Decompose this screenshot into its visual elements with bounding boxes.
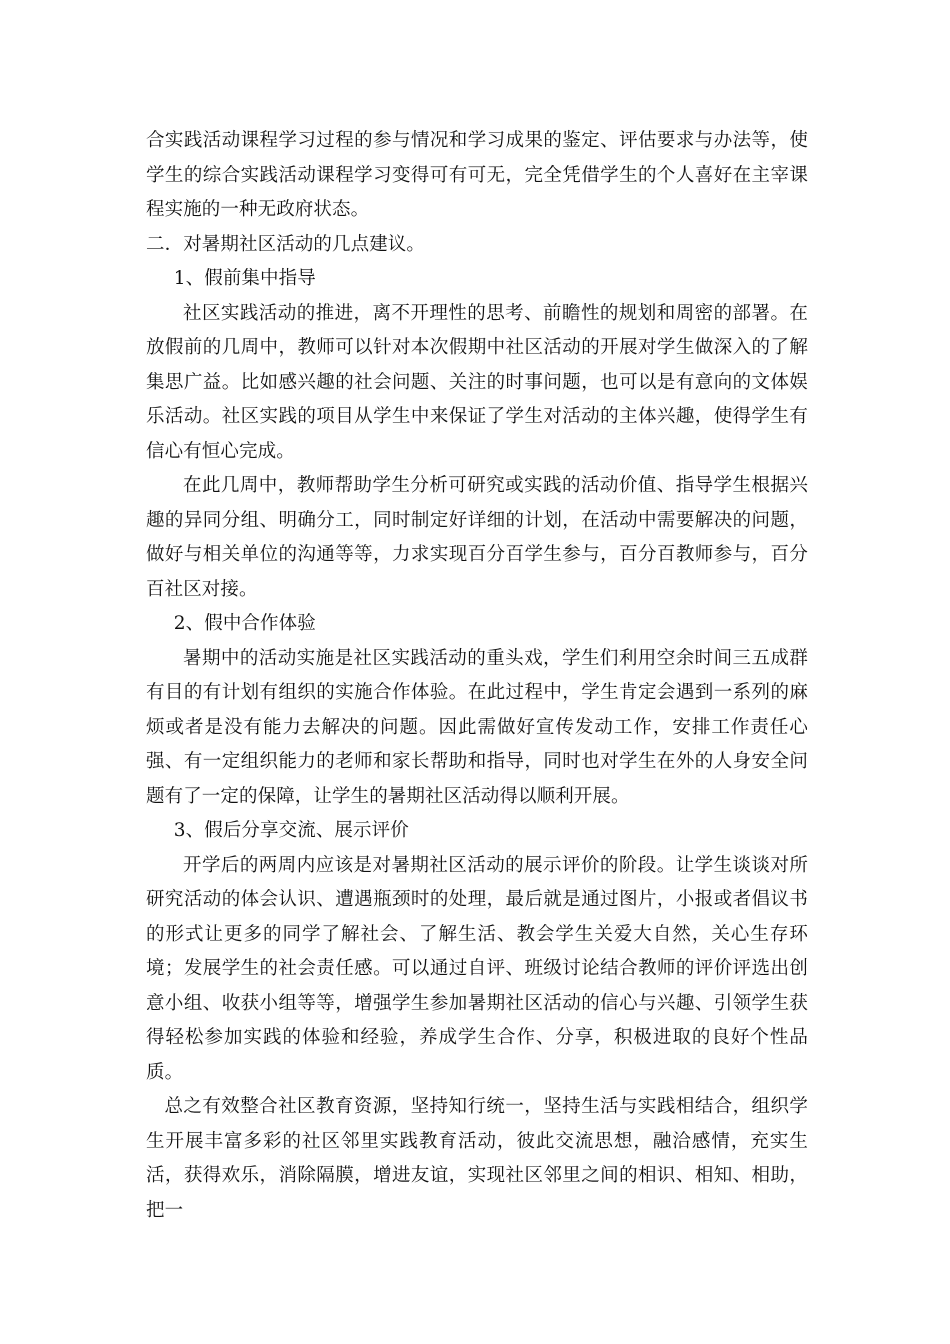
paragraph-body: 开学后的两周内应该是对暑期社区活动的展示评价的阶段。让学生谈谈对所研究活动的体会认识、遭遇瓶颈时的处理，最后就是通过图片，小报或者倡议书的形式让更多的同学了解社会、了解生活、教会学生关爱大自然，关心生存环境；发展学生的社会责任感。可以通过自评、班级讨论结合教师的评价评选出创意小组、收获小组等等，增强学生参加暑期社区活动的信心与兴趣、引领学生获得轻松参加实践的体验和经验，养成学生合作、分享，积极进取的良好个性品质。 [146,854,808,1083]
paragraph-body: 暑期中的活动实施是社区实践活动的重头戏，学生们利用空余时间三五成群有目的有计划有组织的实施合作体验。在此过程中，学生肯定会遇到一系列的麻烦或者是没有能力去解决的问题。因此需做好宣传发动工作，安排工作责任心强、有一定组织能力的老师和家长帮助和指导，同时也对学生在外的人身安全问题有了一定的保障，让学生的暑期社区活动得以顺利开展。 [146,647,808,807]
paragraph-closing: 总之有效整合社区教育资源，坚持知行统一，坚持生活与实践相结合，组织学生开展丰富多彩的社区邻里实践教育活动，彼此交流思想，融洽感情，充实生活，获得欢乐，消除隔膜，增进友谊，实现社区邻里之间的相识、相知、相助，把一 [146,1096,808,1221]
section-heading: 二．对暑期社区活动的几点建议。 [146,233,426,255]
sub-heading-after-break: 3、假后分享交流、展示评价 [173,820,409,841]
paragraph-body: 社区实践活动的推进，离不开理性的思考、前瞻性的规划和周密的部署。在放假前的几周中，教师可以针对本次假期中社区活动的开展对学生做深入的了解集思广益。比如感兴趣的社会问题、关注的时事问题，也可以是有意向的文体娱乐活动。社区实践的项目从学生中来保证了学生对活动的主体兴趣，使得学生有信心有恒心完成。 [146,302,808,462]
sub-heading-before-break: 1、假前集中指导 [173,268,316,289]
paragraph-continued: 合实践活动课程学习过程的参与情况和学习成果的鉴定、评估要求与办法等，使学生的综合实践活动课程学习变得可有可无，完全凭借学生的个人喜好在主宰课程实施的一种无政府状态。 [146,130,808,220]
document-body [146,124,808,1228]
sub-heading-during-break: 2、假中合作体验 [173,613,316,634]
paragraph-body: 在此几周中，教师帮助学生分析可研究或实践的活动价值、指导学生根据兴趣的异同分组、明确分工，同时制定好详细的计划，在活动中需要解决的问题，做好与相关单位的沟通等等，力求实现百分百学生参与，百分百教师参与，百分百社区对接。 [146,475,808,600]
